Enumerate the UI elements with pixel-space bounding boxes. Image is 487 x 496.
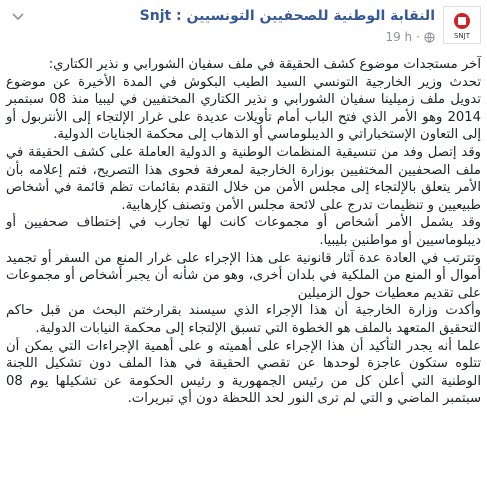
post-paragraph: علما أنه يجدر التأكيد أن هذا الإجراء على أهميته و على أهمية الإجراءات التي يمكن أن تتلوه ستكون عاجزة لوحدها عن تقصي الحقيقة في هذا الملف دون تشكيل اللجنة الوطنية التي أعلن كل من رئيس الجمهورية و رئيس الحكومة عن تشكيلها يوم 08 سبتمبر الماضي و التي لم ترى النور لحد اللحظة دون أي تبريرات. (6, 338, 481, 407)
dot-separator: · (416, 30, 420, 44)
chevron-down-icon (12, 13, 24, 21)
post-meta (385, 30, 435, 44)
post-paragraph: وأكدت وزارة الخارجية أن هذا الإجراء الذي سيسند بقرارختم البحث من قبل حاكم التحقيق المتعهد بالملف هو الخطوة التي تسبق الإلتجاء إلى محكمة النيابات الدولية. (6, 303, 481, 336)
post-time-link[interactable]: 19 h (385, 30, 413, 44)
post-body (6, 56, 481, 408)
post-paragraph: تحدث وزير الخارجية التونسي السيد الطيب البكوش في المدة الأخيرة عن موضوع تدويل ملف زميلينا سفيان الشورابي و نذير الكتاري المختفيين في ليبيا منذ 08 سبتمبر 2014 وهو الأمر الذي فتح الباب أمام تأويلات عديدة على غرار الإلتجاء إلى الأنتربول أو إلى التعاون الإستخباراتي و الديبلوماسي أو الذهاب إلى محكمة الجنايات الدولية. (6, 74, 481, 143)
page-name-link[interactable]: النقابة الوطنية للصحفيين التونسيين : Snjt (139, 8, 435, 24)
avatar-text: SNJT (453, 32, 471, 40)
snjt-logo-icon (445, 8, 479, 42)
globe-icon (424, 32, 435, 43)
post-paragraph: آخر مستجدات موضوع كشف الحقيقة في ملف سفيان الشورابي و نذير الكتاري: (48, 57, 481, 72)
post-options-button[interactable] (10, 10, 26, 24)
post-paragraph: وقد يشمل الأمر أشخاص أو مجموعات كانت لها تجارب في إختطاف صحفيين أو ديبلوماسيين أو مواطنين بليبيا. (6, 215, 481, 248)
post-paragraph: وقد إتصل وفد من تنسيقية المنظمات الوطنية و الدولية العاملة على كشف الحقيقة في ملف الصحفيين المختفيين بوزارة الخارجية لمعرفة فحوى هذا التصريح، فتم إعلامه بأن الأمر يتعلق بالإلتجاء إلى مجلس الأمن من خلال التقدم بقائمات تظم قائمة في أشخاص طبيعيين و تنظيمات تدرج على لائحة مجلس الأمن وتصنف كإرهابية. (6, 144, 481, 213)
post-header (0, 0, 487, 52)
page-avatar[interactable] (443, 6, 481, 44)
post-paragraph: وتترتب في العادة عدة آثار قانونية على هذا الإجراء على غرار المنع من السفر أو تجميد أموال أو المنع من الملكية في بلدان أخرى، وهو من شأنه أن يجبر أشخاص أو مجموعات على تقديم معطيات حول الزميلين (6, 250, 481, 301)
